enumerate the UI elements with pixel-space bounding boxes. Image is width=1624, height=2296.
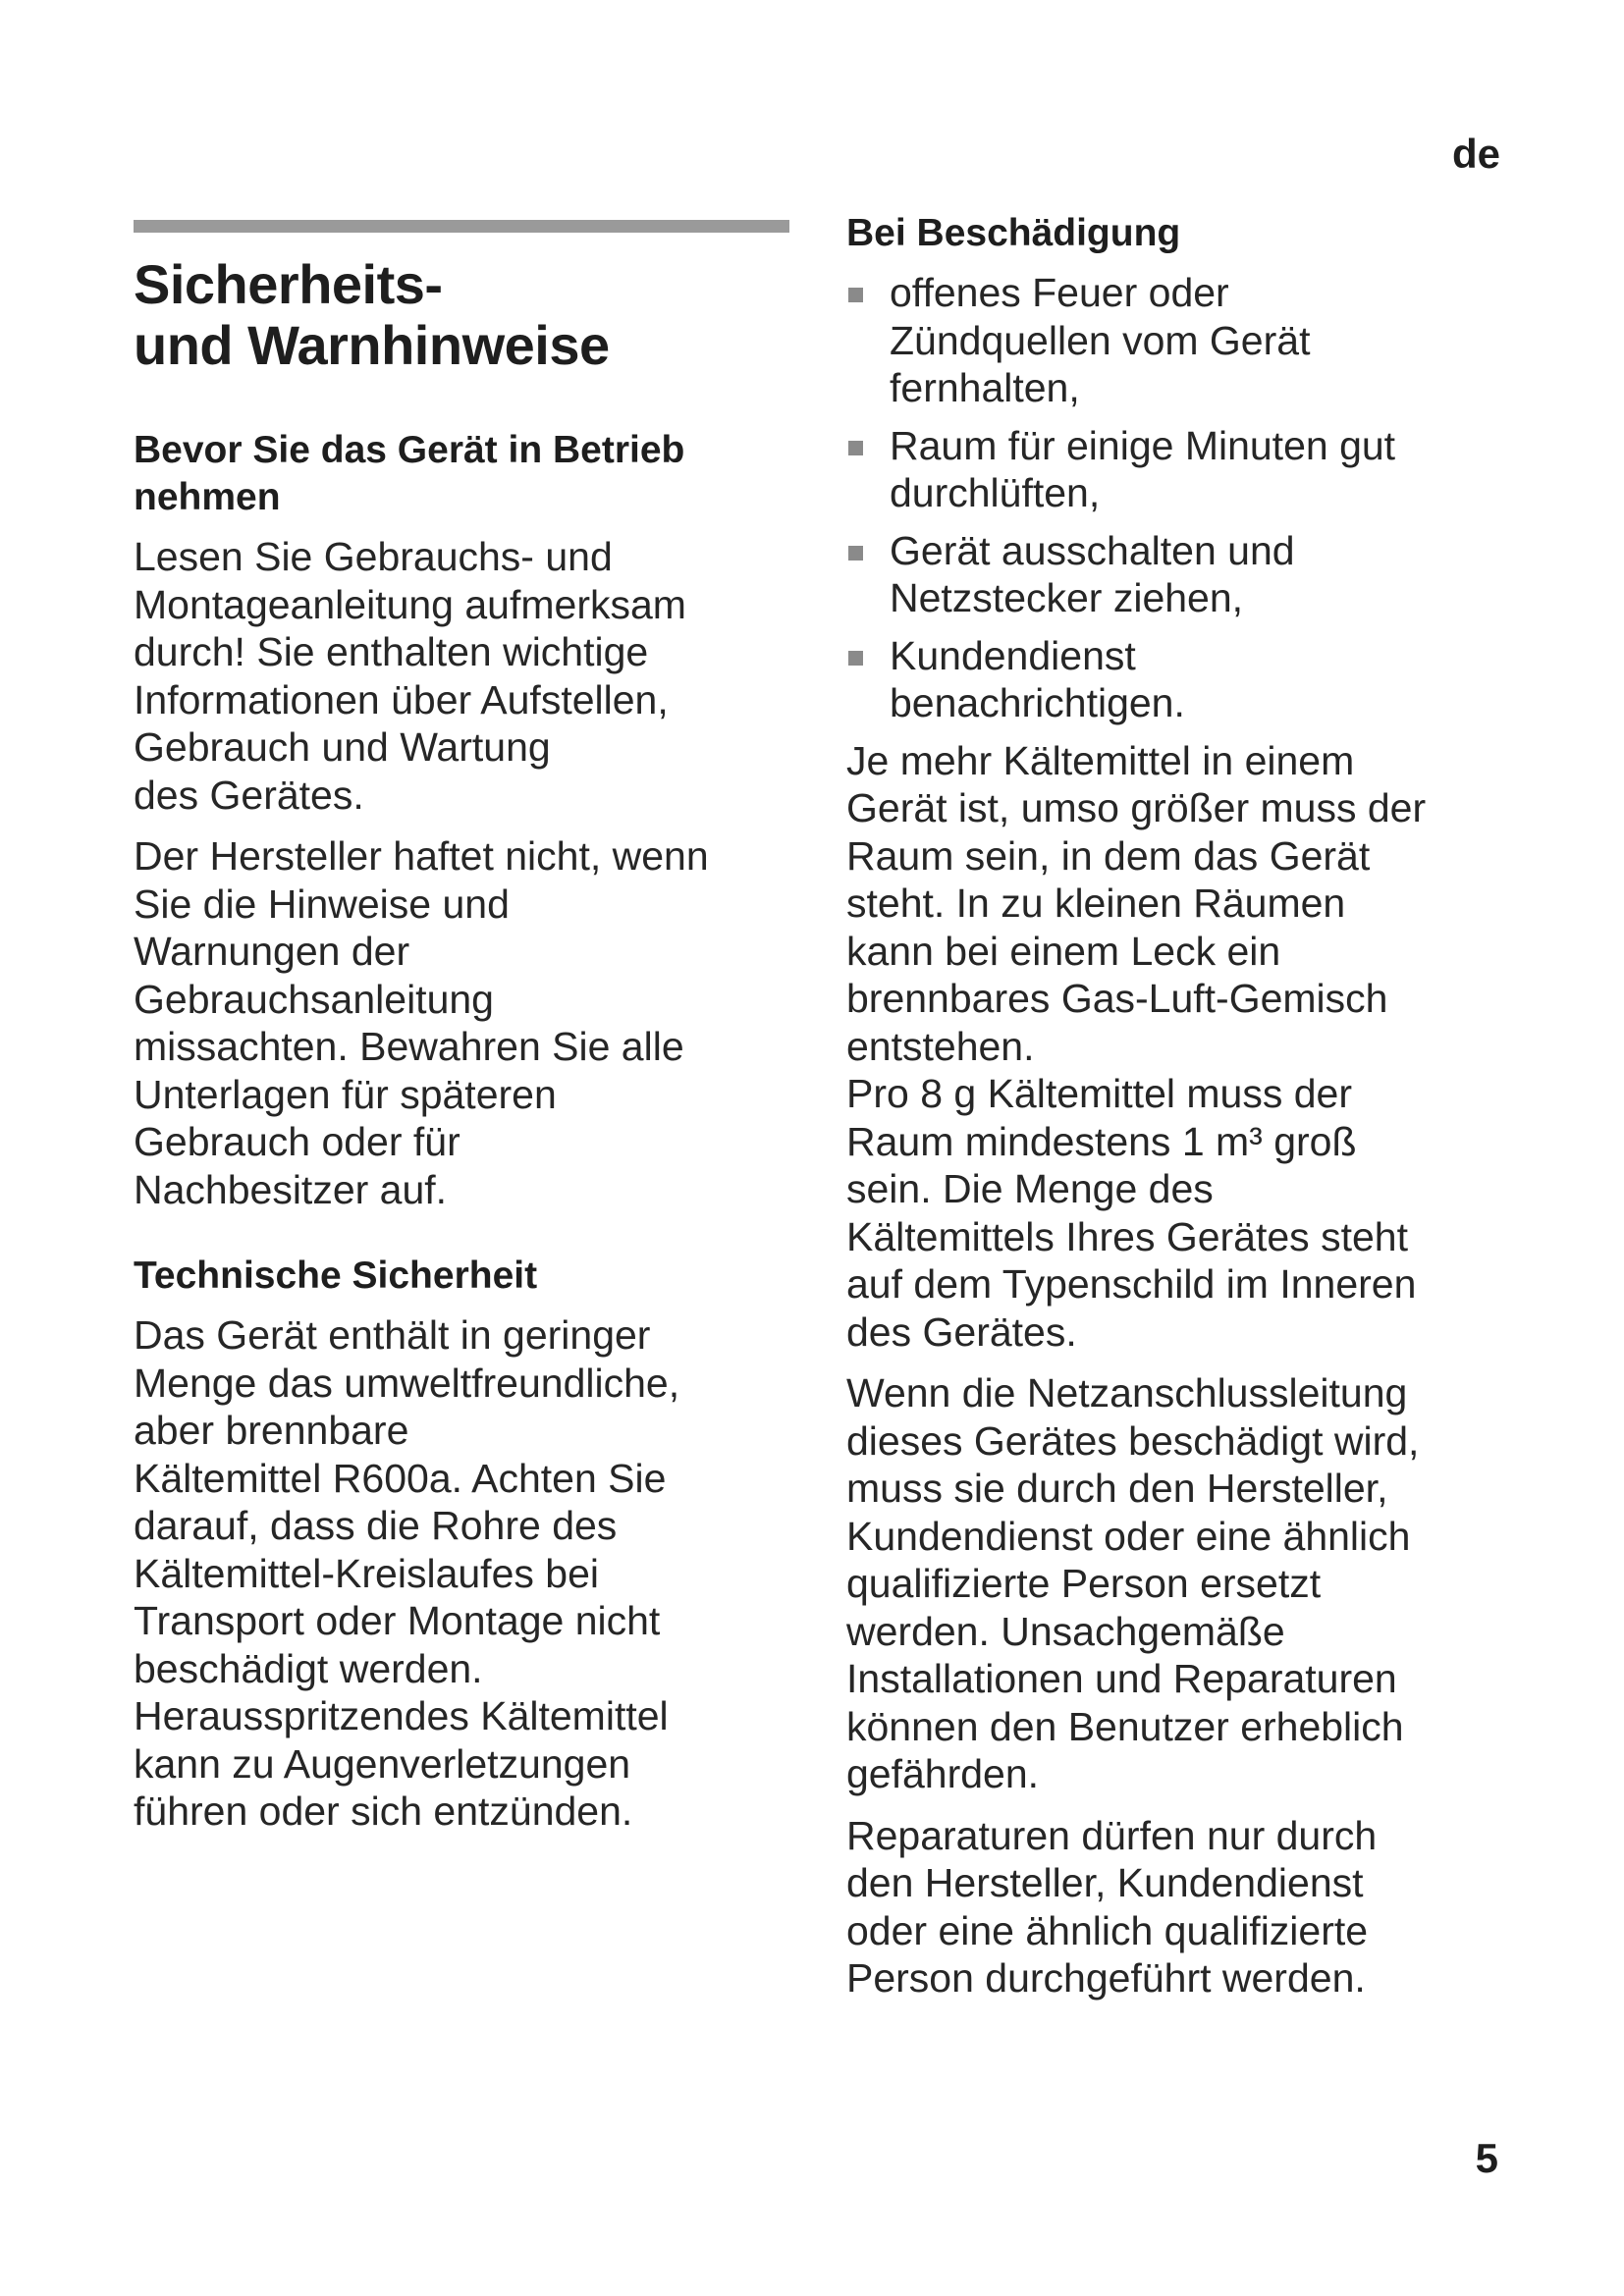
square-bullet-icon bbox=[848, 288, 863, 302]
list-item-text: offenes Feuer oder Zündquellen vom Gerät fernhalten, bbox=[890, 270, 1311, 410]
page-title bbox=[134, 254, 789, 376]
list-item bbox=[846, 527, 1514, 622]
paragraph-read-instructions: Lesen Sie Gebrauchs- und Montageanleitung aufmerksam durch! Sie enthalten wichtige Informationen über Aufstellen, Gebrauch und Wartung des Gerätes. bbox=[134, 534, 686, 818]
heading-before-use: Bevor Sie das Gerät in Betrieb nehmen bbox=[134, 429, 685, 518]
damage-steps-list bbox=[846, 269, 1514, 727]
list-item-text: Kundendienst benachrichtigen. bbox=[890, 632, 1185, 725]
right-column bbox=[846, 210, 1514, 2016]
paragraph-manufacturer-liability: Der Hersteller haftet nicht, wenn Sie die Hinweise und Warnungen der Gebrauchsanleitung missachten. Bewahren Sie alle Unterlagen für späteren Gebrauch oder für Nachbesitzer auf. bbox=[134, 833, 709, 1212]
list-item bbox=[846, 632, 1514, 727]
paragraph-power-cord: Wenn die Netzanschlussleitung dieses Gerätes beschädigt wird, muss sie durch den Hersteller, Kundendienst oder eine ähnlich qualifizierte Person ersetzt werden. Unsachgemäße Installationen und Reparaturen können den Benutzer erheblich gefährden. bbox=[846, 1370, 1420, 1796]
left-column bbox=[134, 220, 789, 1849]
page-title-line-1: Sicherheits- bbox=[134, 253, 443, 315]
heading-technical-safety: Technische Sicherheit bbox=[134, 1255, 538, 1297]
list-item-text: Gerät ausschalten und Netzstecker ziehen, bbox=[890, 527, 1295, 620]
section-rule bbox=[134, 220, 789, 233]
square-bullet-icon bbox=[848, 441, 863, 455]
list-item bbox=[846, 269, 1514, 412]
page-number: 5 bbox=[1475, 2135, 1498, 2181]
paragraph-repairs: Reparaturen dürfen nur durch den Hersteller, Kundendienst oder eine ähnlich qualifizierte Person durchgeführt werden. bbox=[846, 1812, 1378, 2001]
paragraph-refrigerant-info: Das Gerät enthält in geringer Menge das umweltfreundliche, aber brennbare Kältemittel R600a. Achten Sie darauf, dass die Rohre des Kältemittel-Kreislaufes bei Transport oder Montage nicht beschädigt werden. Herausspritzendes Kältemittel kann zu Augenverletzungen führen oder sich entzünden. bbox=[134, 1312, 680, 1834]
square-bullet-icon bbox=[848, 546, 863, 561]
square-bullet-icon bbox=[848, 651, 863, 666]
list-item-text: Raum für einige Minuten gut durchlüften, bbox=[890, 422, 1396, 515]
list-item bbox=[846, 422, 1514, 517]
language-marker: de bbox=[1451, 131, 1500, 177]
page-title-line-2: und Warnhinweise bbox=[134, 314, 610, 376]
paragraph-room-size: Je mehr Kältemittel in einem Gerät ist, umso größer muss der Raum sein, in dem das Gerät steht. In zu kleinen Räumen kann bei einem Leck ein brennbares Gas-Luft-Gemisch entstehen. Pro 8 g Kältemittel muss der Raum mindestens 1 m³ groß sein. Die Menge des Kältemittels Ihres Gerätes steht auf dem Typenschild im Inneren des Gerätes. bbox=[846, 737, 1427, 1355]
heading-in-case-of-damage: Bei Beschädigung bbox=[846, 212, 1181, 254]
